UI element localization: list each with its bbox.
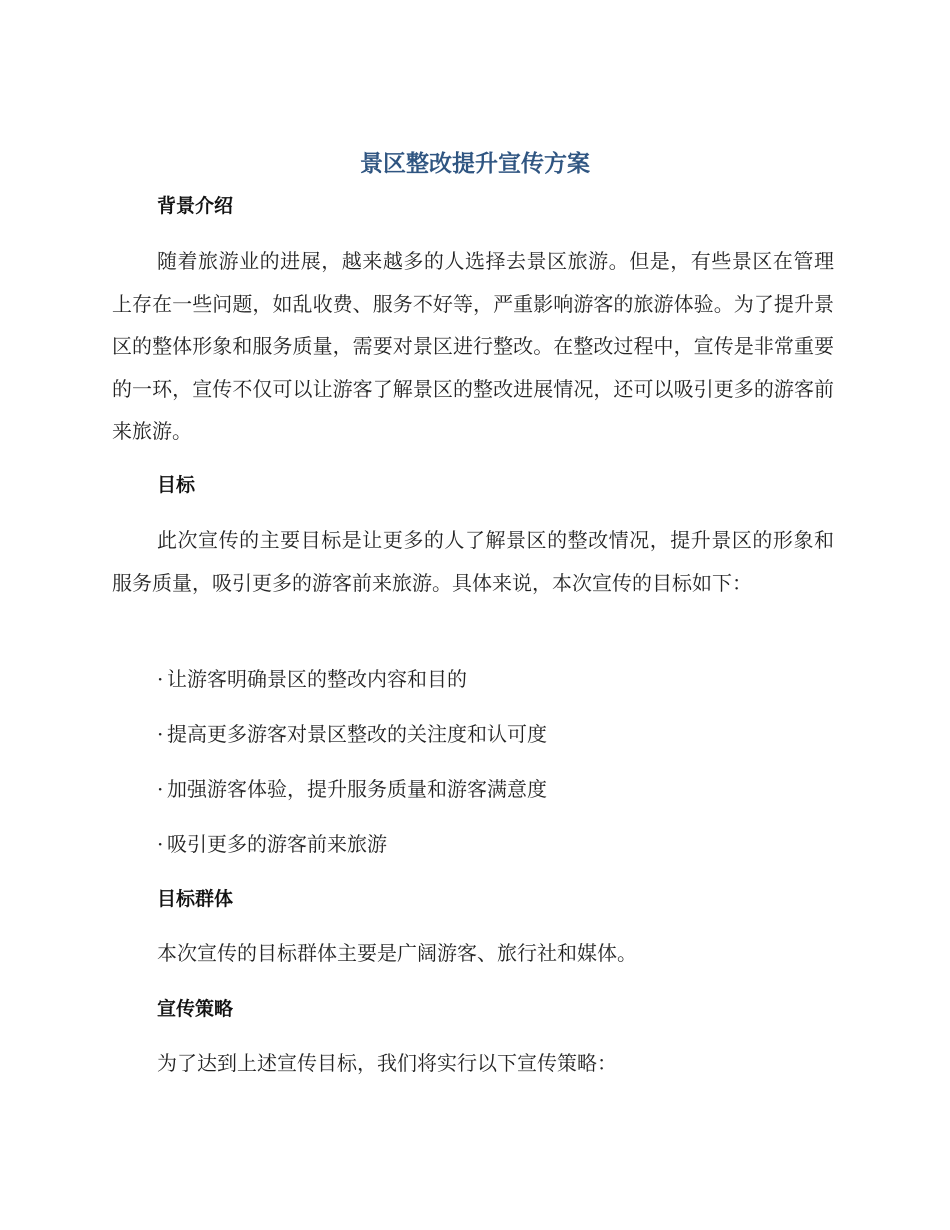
bullet-dot-icon: ·: [157, 722, 164, 746]
goal-list-item-text: 提高更多游客对景区整改的关注度和认可度: [167, 722, 547, 746]
goal-list-item-text: 加强游客体验，提升服务质量和游客满意度: [167, 777, 547, 801]
goal-list-item: [157, 774, 547, 804]
goal-list-item: [157, 719, 547, 749]
section-heading-strategy: 宣传策略: [157, 998, 234, 1020]
document-title: 景区整改提升宣传方案: [360, 151, 590, 177]
strategy-paragraph: 为了达到上述宣传目标，我们将实行以下宣传策略：: [157, 1051, 617, 1075]
section-heading-background: 背景介绍: [157, 195, 234, 217]
goal-list-item: [157, 664, 467, 694]
section-heading-target-audience: 目标群体: [157, 888, 234, 910]
bullet-dot-icon: ·: [157, 832, 164, 856]
goal-list-item-text: 吸引更多的游客前来旅游: [167, 832, 387, 856]
goal-list-item-text: 让游客明确景区的整改内容和目的: [167, 667, 467, 691]
goals-paragraph: 此次宣传的主要目标是让更多的人了解景区的整改情况，提升景区的形象和服务质量，吸引更多的游客前来旅游。具体来说，本次宣传的目标如下：: [112, 528, 834, 595]
bullet-dot-icon: ·: [157, 777, 164, 801]
goal-list-item: [157, 829, 387, 859]
background-paragraph: 随着旅游业的进展，越来越多的人选择去景区旅游。但是，有些景区在管理上存在一些问题，如乱收费、服务不好等，严重影响游客的旅游体验。为了提升景区的整体形象和服务质量，需要对景区进行整改。在整改过程中，宣传是非常重要的一环，宣传不仅可以让游客了解景区的整改进展情况，还可以吸引更多的游客前来旅游。: [112, 249, 834, 443]
bullet-dot-icon: ·: [157, 667, 164, 691]
target-audience-paragraph: 本次宣传的目标群体主要是广阔游客、旅行社和媒体。: [157, 941, 637, 965]
section-heading-goals: 目标: [157, 474, 196, 496]
